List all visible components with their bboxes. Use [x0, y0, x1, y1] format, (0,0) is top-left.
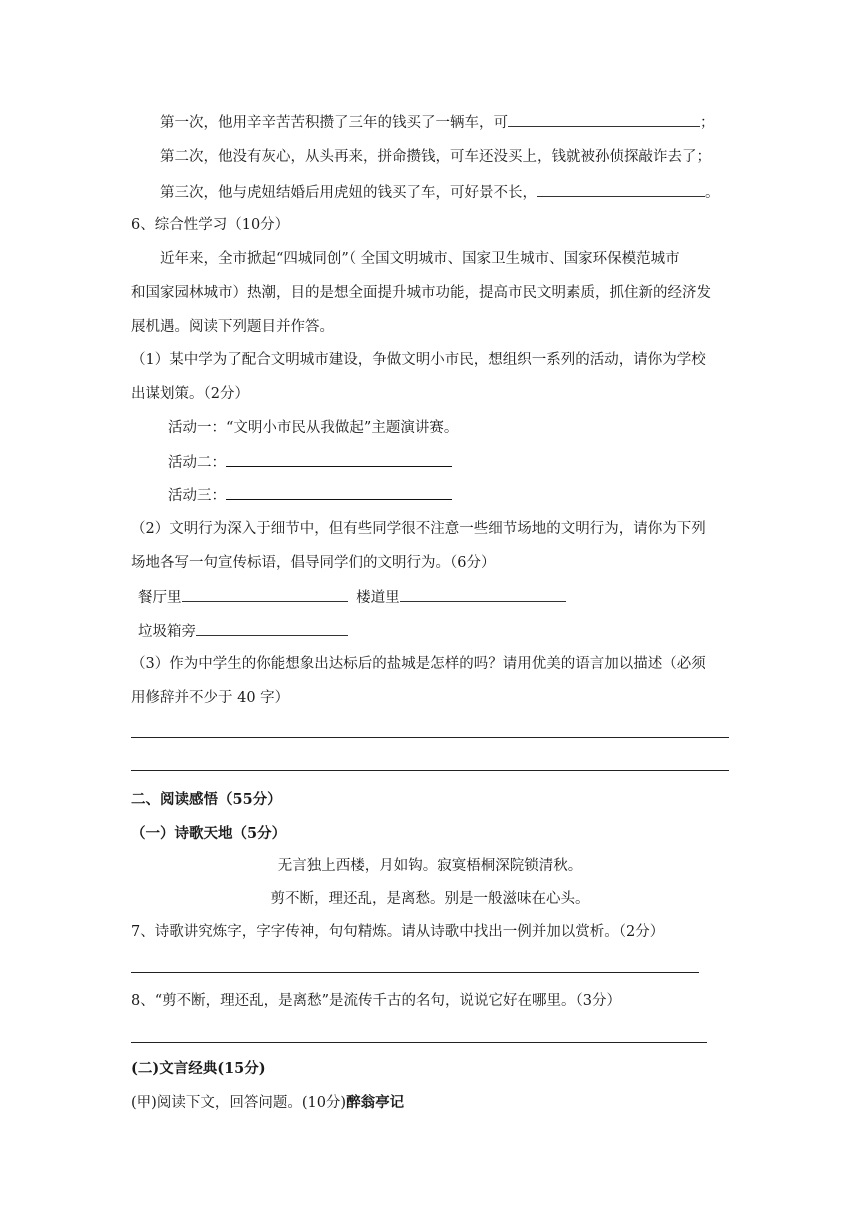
- section-heading: 二、阅读感悟（55分）: [131, 791, 282, 808]
- q6-intro-line3: 展机遇。阅读下列题目并作答。: [131, 319, 334, 335]
- slogan-row-2: 垃圾箱旁: [138, 621, 348, 642]
- question-8: 8、“剪不断，理还乱，是离愁”是流传千古的名句，说说它好在哪里。（3分）: [131, 993, 622, 1009]
- q5-line-third: 第三次，他与虎妞结婚后用虎妞的钱买了车，可好景不长， 。: [160, 182, 720, 203]
- slogan-row-1: 餐厅里 楼道里: [138, 587, 566, 608]
- trash-slogan-blank[interactable]: [196, 621, 348, 636]
- q5-line-second: 第二次，他没有灰心，从头再来，拼命攒钱，可车还没买上，钱就被孙侦探敲诈去了；: [160, 149, 711, 165]
- activity-3: 活动三：: [168, 485, 452, 506]
- q6-sub3-line2: 用修辞并不少于 40 字）: [131, 690, 290, 706]
- q6-sub2-line1: （2）文明行为深入于细节中，但有些同学很不注意一些细节场地的文明行为，请你为下列: [131, 521, 706, 537]
- q6-intro-line1: 近年来，全市掀起“四城同创”（ 全国文明城市、国家卫生城市、国家环保模范城市: [160, 251, 680, 267]
- activity-3-blank[interactable]: [226, 485, 452, 500]
- q8-answer-line[interactable]: [131, 1042, 707, 1043]
- q7-answer-line[interactable]: [131, 972, 699, 973]
- restaurant-slogan-blank[interactable]: [182, 587, 348, 602]
- activity-2: 活动二：: [168, 452, 452, 473]
- q5-line-first: 第一次，他用辛辛苦苦积攒了三年的钱买了一辆车，可 ；: [160, 112, 715, 133]
- answer-blank[interactable]: [508, 112, 700, 127]
- answer-blank[interactable]: [537, 182, 705, 197]
- q6-sub3-line1: （3）作为中学生的你能想象出达标后的盐城是怎样的吗？请用优美的语言加以描述（必须: [131, 656, 706, 672]
- q6-heading: 6、综合性学习（10分）: [131, 217, 290, 233]
- corridor-slogan-blank[interactable]: [400, 587, 566, 602]
- answer-line[interactable]: [131, 770, 729, 771]
- poem-line-1: 无言独上西楼，月如钩。寂寞梧桐深院锁清秋。: [277, 858, 583, 874]
- q6-sub2-line2: 场地各写一句宣传标语，倡导同学们的文明行为。（6分）: [131, 555, 496, 571]
- part2-heading: (二)文言经典(15分): [131, 1060, 266, 1077]
- question-7: 7、诗歌讲究炼字，字字传神，句句精炼。请从诗歌中找出一例并加以赏析。（2分）: [131, 924, 665, 940]
- passage-title: 醉翁亭记: [346, 1094, 405, 1111]
- poem-line-2: 剪不断，理还乱，是离愁。别是一般滋味在心头。: [270, 891, 590, 907]
- answer-line[interactable]: [131, 737, 729, 738]
- q6-sub1-line2: 出谋划策。（2分）: [131, 386, 249, 402]
- activity-2-blank[interactable]: [226, 452, 452, 467]
- activity-1: 活动一：“文明小市民从我做起”主题演讲赛。: [168, 420, 459, 436]
- part1-heading: （一）诗歌天地（5分）: [131, 825, 287, 842]
- part2-a-line: (甲)阅读下文，回答问题。(10分)醉翁亭记: [131, 1094, 405, 1111]
- q6-intro-line2: 和国家园林城市）热潮，目的是想全面提升城市功能，提高市民文明素质，抓住新的经济发: [131, 285, 711, 301]
- q6-sub1-line1: （1）某中学为了配合文明城市建设，争做文明小市民，想组织一系列的活动，请你为学校: [131, 352, 706, 368]
